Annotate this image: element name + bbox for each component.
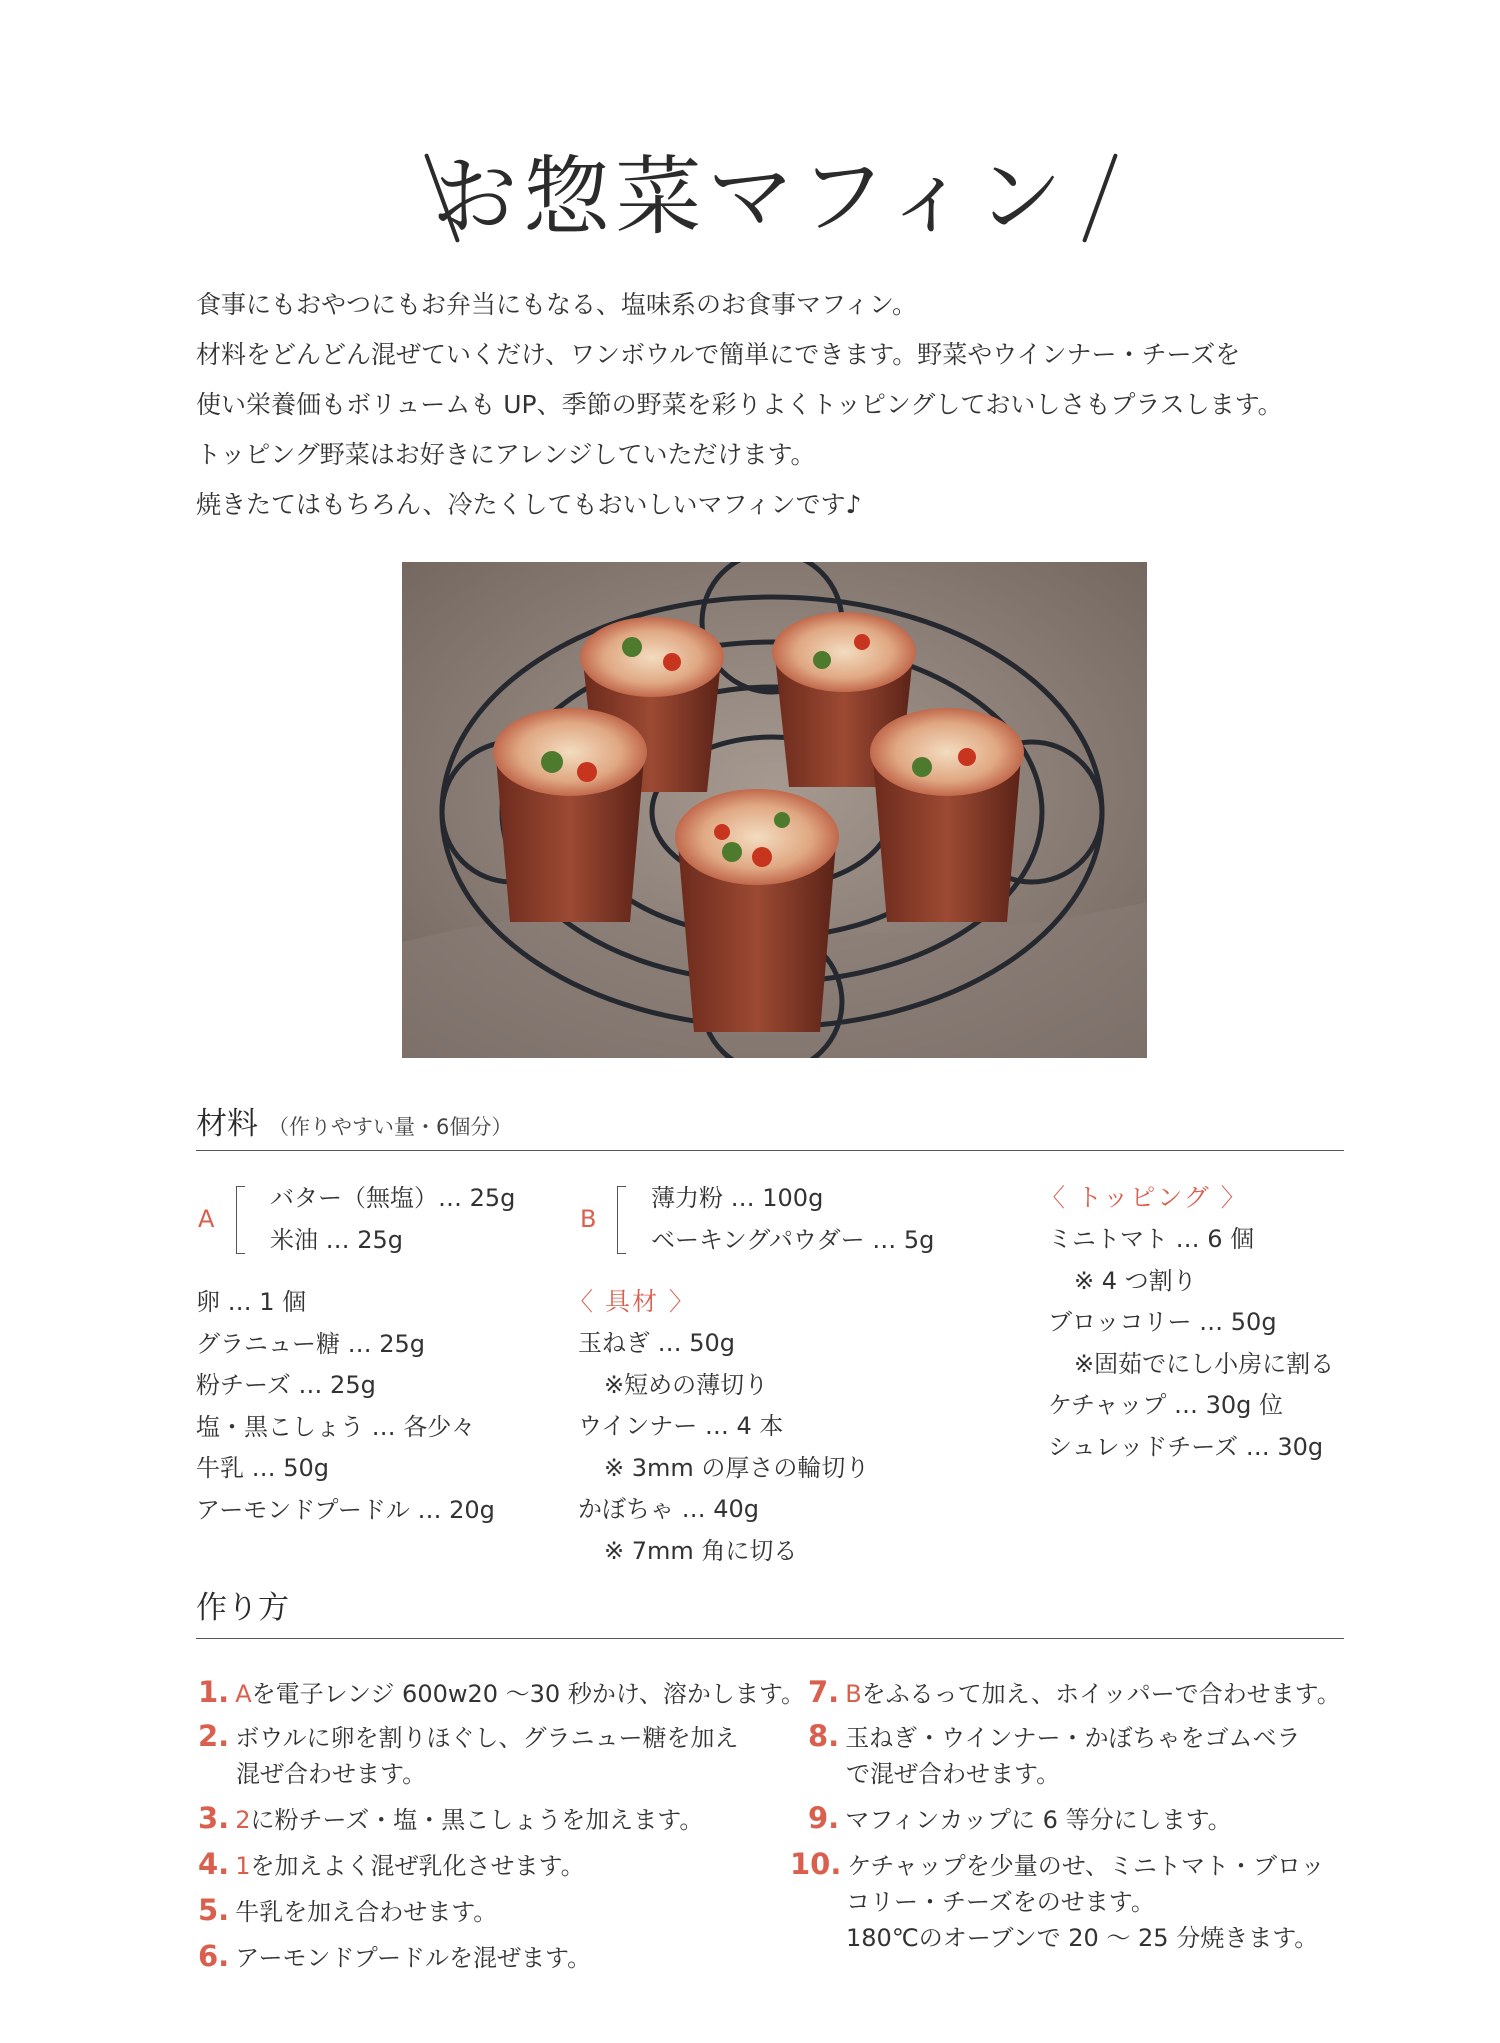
muffin-photo — [402, 562, 1147, 1058]
step-number: 8. — [808, 1719, 840, 1753]
intro-line: 使い栄養価もボリュームも UP、季節の野菜を彩りよくトッピングしておいしさもプラスします。 — [196, 390, 1283, 419]
fillings-title: 〈 具材 〉 — [568, 1287, 696, 1316]
step-text: 玉ねぎ・ウインナー・かぼちゃをゴムベラ — [845, 1724, 1301, 1752]
ingredient-item: ケチャップ … 30g 位 — [1048, 1391, 1283, 1419]
step-ref: B — [845, 1680, 862, 1708]
step-text: マフィンカップに 6 等分にします。 — [845, 1806, 1232, 1834]
step-text: アーモンドプードルを混ぜます。 — [235, 1944, 592, 1972]
group-b-list — [651, 1178, 934, 1261]
topping-list — [1048, 1219, 1334, 1468]
step-ref: 1 — [235, 1852, 251, 1880]
ingredient-item: 粉チーズ … 25g — [196, 1371, 376, 1399]
ingredient-item: ウインナー … 4 本 — [578, 1412, 784, 1440]
step-text-cont: で混ぜ合わせます。 — [846, 1760, 1061, 1788]
step-text: ケチャップを少量のせ、ミニトマト・ブロッ — [847, 1852, 1325, 1880]
step-ref: 2 — [235, 1806, 251, 1834]
step-5 — [198, 1892, 497, 1930]
step-text: を加えよく混ぜ乳化させます。 — [250, 1852, 585, 1880]
step-text: ボウルに卵を割りほぐし、グラニュー糖を加え — [235, 1724, 739, 1752]
step-2 — [198, 1718, 738, 1792]
intro-line: 焼きたてはもちろん、冷たくしてもおいしいマフィンです♪ — [196, 490, 862, 519]
page-title: お惣菜マフィン — [431, 147, 1069, 247]
ingredient-item: バター（無塩）… 25g — [270, 1184, 516, 1212]
ingredient-note: ※固茹でにし小房に割る — [1074, 1349, 1335, 1378]
ingredients-subheading: （作りやすい量・6個分） — [268, 1115, 513, 1139]
step-number: 10. — [790, 1847, 842, 1881]
step-text: に粉チーズ・塩・黒こしょうを加えます。 — [250, 1806, 704, 1834]
ingredient-item: ベーキングパウダー … 5g — [651, 1225, 935, 1254]
group-b-letter: B — [580, 1205, 597, 1233]
group-a-letter: A — [198, 1205, 215, 1233]
step-number: 5. — [198, 1893, 230, 1927]
intro-line: トッピング野菜はお好きにアレンジしていただけます。 — [196, 440, 816, 469]
ingredient-item: アーモンドプードル … 20g — [196, 1495, 495, 1524]
intro-line: 食事にもおやつにもお弁当にもなる、塩味系のお食事マフィン。 — [196, 290, 918, 319]
ingredient-item: 卵 … 1 個 — [196, 1288, 307, 1316]
group-a-list — [270, 1178, 515, 1261]
ingredient-item: 塩・黒こしょう … 各少々 — [196, 1412, 476, 1441]
step-text-cont: 混ぜ合わせます。 — [236, 1760, 427, 1788]
step-10 — [790, 1846, 1325, 1956]
step-6 — [198, 1938, 591, 1976]
ingredient-item: 玉ねぎ … 50g — [578, 1329, 736, 1357]
step-ref: A — [235, 1680, 252, 1708]
ingredient-item: 米油 … 25g — [270, 1225, 404, 1254]
step-number: 4. — [198, 1847, 230, 1881]
step-8 — [808, 1718, 1300, 1792]
step-text: を電子レンジ 600w20 ～30 秒かけ、溶かします。 — [251, 1680, 805, 1708]
group-a-bracket — [236, 1186, 245, 1254]
title-area — [0, 145, 1500, 255]
ingredient-note: ※短めの薄切り — [604, 1370, 769, 1399]
ingredient-item: ミニトマト … 6 個 — [1048, 1225, 1255, 1253]
ingredients-header — [196, 1098, 1344, 1151]
ingredient-note: ※ 4 つ割り — [1074, 1266, 1197, 1295]
method-heading: 作り方 — [196, 1590, 289, 1626]
basic-ingredients-list — [196, 1282, 495, 1531]
step-number: 3. — [198, 1801, 230, 1835]
fillings-list — [578, 1323, 869, 1572]
ingredient-item: グラニュー糖 … 25g — [196, 1329, 426, 1358]
ingredients-heading: 材料 — [196, 1106, 258, 1142]
ingredient-item: かぼちゃ … 40g — [578, 1495, 760, 1523]
step-text: 牛乳を加え合わせます。 — [235, 1898, 498, 1926]
step-7 — [808, 1674, 1341, 1712]
step-3 — [198, 1800, 703, 1838]
intro-line: 材料をどんどん混ぜていくだけ、ワンボウルで簡単にできます。野菜やウインナー・チーズを — [196, 340, 1241, 369]
step-number: 1. — [198, 1675, 230, 1709]
step-text: をふるって加え、ホイッパーで合わせます。 — [861, 1680, 1341, 1708]
ingredient-item: 薄力粉 … 100g — [651, 1184, 824, 1212]
group-b-bracket — [617, 1186, 626, 1254]
step-text-cont: コリー・チーズをのせます。 — [846, 1888, 1155, 1916]
step-9 — [808, 1800, 1232, 1838]
step-4 — [198, 1846, 585, 1884]
step-text-cont: 180℃のオーブンで 20 ～ 25 分焼きます。 — [846, 1924, 1319, 1952]
ingredient-note: ※ 7mm 角に切る — [604, 1536, 798, 1565]
intro-text — [196, 280, 1356, 530]
step-number: 9. — [808, 1801, 840, 1835]
topping-title: 〈 トッピング 〉 — [1040, 1183, 1248, 1212]
step-number: 7. — [808, 1675, 840, 1709]
ingredient-item: ブロッコリー … 50g — [1048, 1308, 1277, 1336]
step-1 — [198, 1674, 805, 1712]
step-number: 2. — [198, 1719, 230, 1753]
step-number: 6. — [198, 1939, 230, 1973]
method-header — [196, 1582, 1344, 1639]
ingredient-item: シュレッドチーズ … 30g — [1048, 1432, 1324, 1461]
ingredient-note: ※ 3mm の厚さの輪切り — [604, 1453, 870, 1482]
ingredient-item: 牛乳 … 50g — [196, 1454, 330, 1482]
